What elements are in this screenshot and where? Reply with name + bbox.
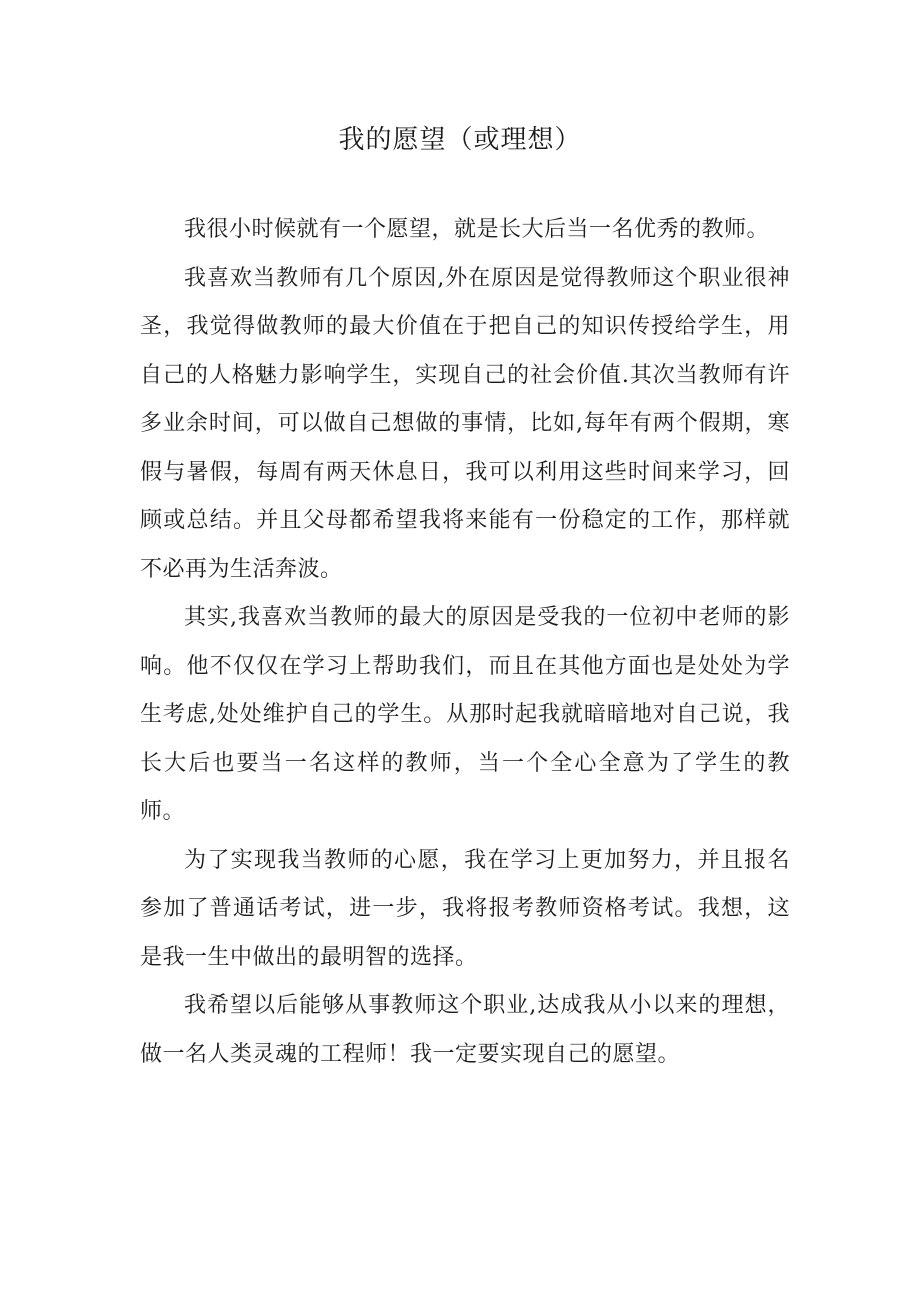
document-body bbox=[140, 206, 790, 1079]
paragraph-3: 其实,我喜欢当教师的最大的原因是受我的一位初中老师的影响。他不仅仅在学习上帮助我们，而且在其他方面也是处处为学生考虑,处处维护自己的学生。从那时起我就暗暗地对自己说，我长大后也要当一名这样的教师，当一个全心全意为了学生的教师。 bbox=[140, 605, 790, 824]
paragraph-4: 为了实现我当教师的心愿，我在学习上更加努力，并且报名参加了普通话考试，进一步，我将报考教师资格考试。我想，这是我一生中做出的最明智的选择。 bbox=[140, 847, 790, 970]
paragraph-5: 我希望以后能够从事教师这个职业,达成我从小以来的理想，做一名人类灵魂的工程师！我一定要实现自己的愿望。 bbox=[140, 993, 790, 1067]
paragraph-1: 我很小时候就有一个愿望，就是长大后当一名优秀的教师。 bbox=[184, 217, 770, 242]
paragraph-2: 我喜欢当教师有几个原因,外在原因是觉得教师这个职业很神圣，我觉得做教师的最大价值在于把自己的知识传授给学生，用自己的人格魅力影响学生，实现自己的社会价值.其次当教师有许多业余时间，可以做自己想做的事情，比如,每年有两个假期，寒假与暑假，每周有两天休息日，我可以利用这些时间来学习，回顾或总结。并且父母都希望我将来能有一份稳定的工作，那样就不必再为生活奔波。 bbox=[140, 265, 790, 582]
document-title: 我的愿望（或理想） bbox=[338, 125, 582, 155]
